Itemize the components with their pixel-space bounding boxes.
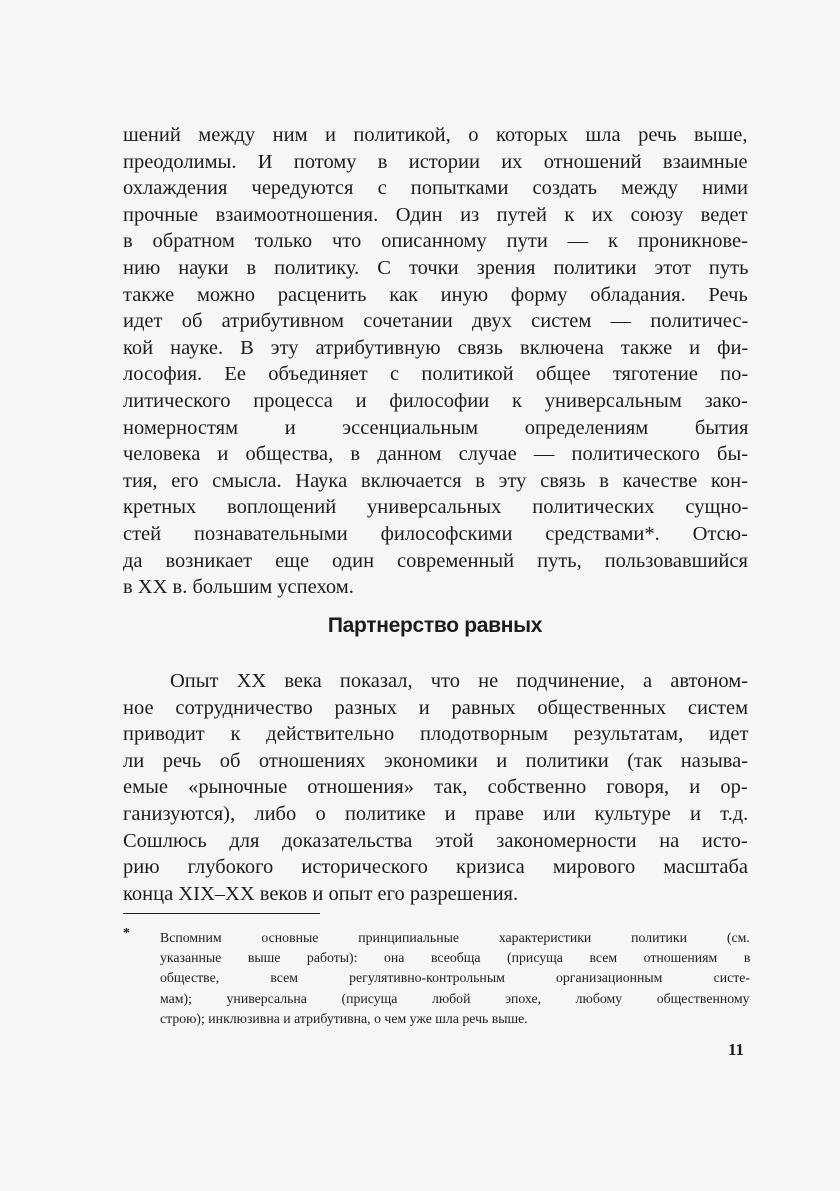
text-line: приводит к действительно плодотворным результатам, идет: [123, 723, 749, 746]
text-line: человека и общества, в данном случае — политического бы-: [123, 443, 749, 466]
text-line: Опыт XX века показал, что не подчинение, а автоном-: [170, 670, 749, 692]
text-line: стей познавательными философскими средствами*. Отсю-: [123, 522, 748, 545]
footnote-line: указанные выше работы): она всеобща (присуща всем отношениям в: [160, 950, 751, 966]
text-line: литического процесса и философии к универсальным зако-: [123, 389, 748, 412]
text-line: ли речь об отношениях экономики и политики (так называ-: [123, 749, 749, 772]
text-line: кретных воплощений универсальных политических сущно-: [123, 496, 749, 519]
text-line: тия, его смысла. Наука включается в эту связь в качестве кон-: [123, 469, 748, 492]
footnote-line: Вспомним основные принципиальные характеристики политики (см.: [160, 930, 750, 945]
text-line: рию глубокого исторического кризиса мирового масштаба: [123, 856, 749, 879]
paragraph-1: [123, 122, 748, 601]
text-line: ное сотрудничество разных и равных общественных систем: [123, 696, 749, 719]
text-line: номерностям и эссенциальным определениям бытия: [123, 416, 749, 439]
text-line: нию науки в политику. С точки зрения политики этот путь: [123, 256, 749, 279]
text-line: охлаждения чередуются с попытками создать между ними: [123, 177, 748, 200]
paragraph-2: [123, 668, 748, 907]
section-heading: Партнерство равных: [327, 614, 543, 637]
text-line: ганизуются), либо о политике и праве или культуре и т.д.: [123, 802, 749, 825]
footnote-line: строю); инклюзивна и атрибутивна, о чем уже шла речь выше.: [160, 1010, 528, 1026]
footnote-marker: *: [123, 926, 130, 941]
text-line: да возникает еще один современный путь, пользовавшийся: [123, 549, 748, 572]
footnote: [160, 928, 750, 1029]
text-line: в XX в. большим успехом.: [123, 576, 354, 599]
text-line: лософия. Ее объединяет с политикой общее тяготение по-: [123, 363, 749, 386]
text-line: шений между ним и политикой, о которых шла речь выше,: [123, 124, 748, 146]
page-number: 11: [728, 1040, 745, 1059]
footnote-line: обществе, всем регулятивно-контрольным организационным систе-: [160, 970, 750, 986]
text-line: кой науке. В эту атрибутивную связь включена также и фи-: [123, 336, 749, 359]
text-line: идет об атрибутивном сочетании двух систем — политичес-: [123, 310, 749, 333]
text-line: в обратном только что описанному пути — к проникнове-: [123, 230, 748, 253]
text-line: также можно расценить как иную форму обладания. Речь: [123, 283, 748, 306]
text-line: конца XIX–XX веков и опыт его разрешения.: [123, 882, 519, 905]
text-line: прочные взаимоотношения. Один из путей к их союзу ведет: [123, 203, 748, 226]
text-line: Сошлюсь для доказательства этой закономерности на исто-: [123, 829, 748, 852]
footnote-line: мам); универсальна (присуща любой эпохе, любому общественному: [160, 990, 750, 1006]
text-line: преодолимы. И потому в истории их отношений взаимные: [123, 150, 748, 173]
text-line: емые «рыночные отношения» так, собственно говоря, и ор-: [123, 776, 748, 799]
footnote-divider: [123, 913, 320, 914]
